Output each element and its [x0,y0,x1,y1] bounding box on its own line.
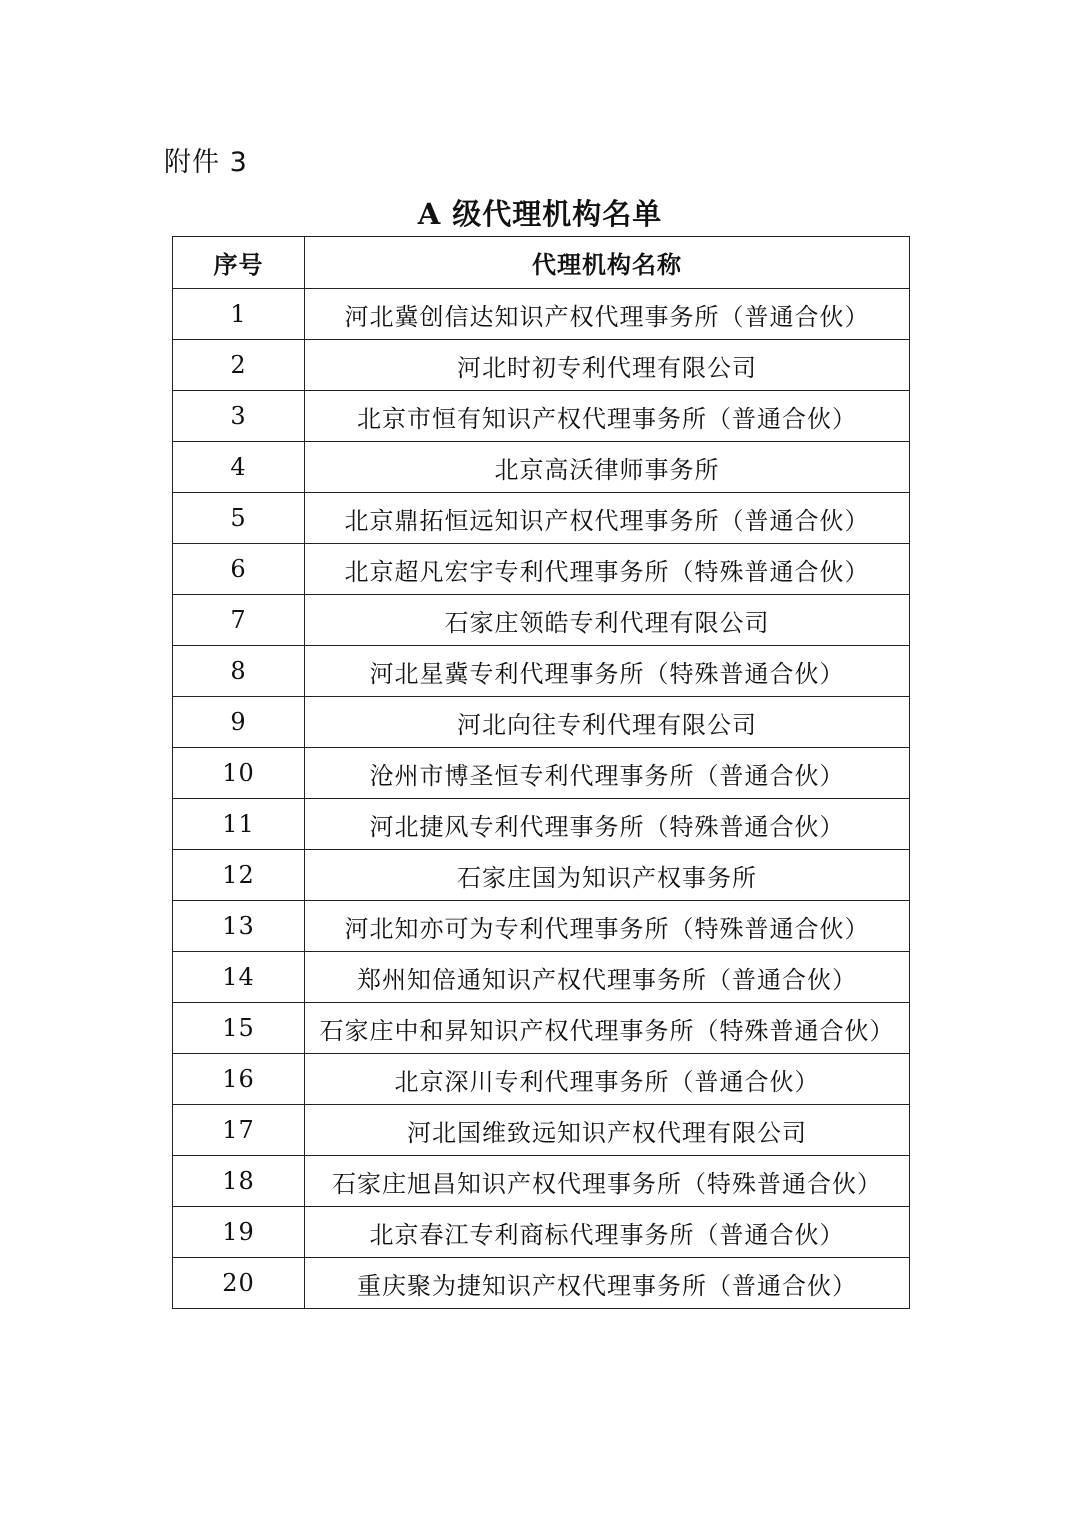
row-index: 17 [173,1105,305,1156]
table-row [173,289,910,340]
table-row [173,1156,910,1207]
table-row [173,850,910,901]
row-index: 10 [173,748,305,799]
row-index: 2 [173,340,305,391]
row-index: 8 [173,646,305,697]
table-row [173,901,910,952]
table-row [173,1207,910,1258]
agency-name: 河北向往专利代理有限公司 [305,697,910,748]
table-row [173,697,910,748]
row-index: 14 [173,952,305,1003]
row-index: 16 [173,1054,305,1105]
agency-name: 郑州知倍通知识产权代理事务所（普通合伙） [305,952,910,1003]
table-row [173,442,910,493]
table-row [173,493,910,544]
attachment-label: 附件 3 [164,147,248,178]
row-index: 6 [173,544,305,595]
table-row [173,595,910,646]
agency-name: 河北星冀专利代理事务所（特殊普通合伙） [305,646,910,697]
agency-name: 北京鼎拓恒远知识产权代理事务所（普通合伙） [305,493,910,544]
agency-name: 河北国维致远知识产权代理有限公司 [305,1105,910,1156]
agency-name: 河北时初专利代理有限公司 [305,340,910,391]
table-row [173,544,910,595]
page-title: A 级代理机构名单 [417,197,663,231]
row-index: 19 [173,1207,305,1258]
agency-name: 河北知亦可为专利代理事务所（特殊普通合伙） [305,901,910,952]
agency-name: 石家庄中和昇知识产权代理事务所（特殊普通合伙） [305,1003,910,1054]
row-index: 20 [173,1258,305,1309]
table-header-row [173,237,910,289]
row-index: 13 [173,901,305,952]
row-index: 12 [173,850,305,901]
row-index: 1 [173,289,305,340]
row-index: 9 [173,697,305,748]
table-row [173,391,910,442]
row-index: 7 [173,595,305,646]
agency-name: 北京超凡宏宇专利代理事务所（特殊普通合伙） [305,544,910,595]
agency-name: 北京深川专利代理事务所（普通合伙） [305,1054,910,1105]
agency-name: 河北冀创信达知识产权代理事务所（普通合伙） [305,289,910,340]
agency-name: 石家庄国为知识产权事务所 [305,850,910,901]
agency-name: 石家庄旭昌知识产权代理事务所（特殊普通合伙） [305,1156,910,1207]
table-row [173,1258,910,1309]
row-index: 11 [173,799,305,850]
agency-name: 石家庄领皓专利代理有限公司 [305,595,910,646]
agency-name: 沧州市博圣恒专利代理事务所（普通合伙） [305,748,910,799]
table-row [173,1105,910,1156]
table-row [173,1054,910,1105]
row-index: 15 [173,1003,305,1054]
row-index: 3 [173,391,305,442]
column-header-index: 序号 [173,237,305,289]
agency-name: 北京春江专利商标代理事务所（普通合伙） [305,1207,910,1258]
table-row [173,748,910,799]
agency-name: 重庆聚为捷知识产权代理事务所（普通合伙） [305,1258,910,1309]
column-header-name: 代理机构名称 [305,237,910,289]
table-row [173,799,910,850]
agency-name: 北京高沃律师事务所 [305,442,910,493]
table-row [173,1003,910,1054]
row-index: 18 [173,1156,305,1207]
row-index: 4 [173,442,305,493]
row-index: 5 [173,493,305,544]
table-row [173,646,910,697]
agency-name: 北京市恒有知识产权代理事务所（普通合伙） [305,391,910,442]
table-row [173,340,910,391]
table-row [173,952,910,1003]
agency-table [172,236,910,1309]
agency-name: 河北捷风专利代理事务所（特殊普通合伙） [305,799,910,850]
